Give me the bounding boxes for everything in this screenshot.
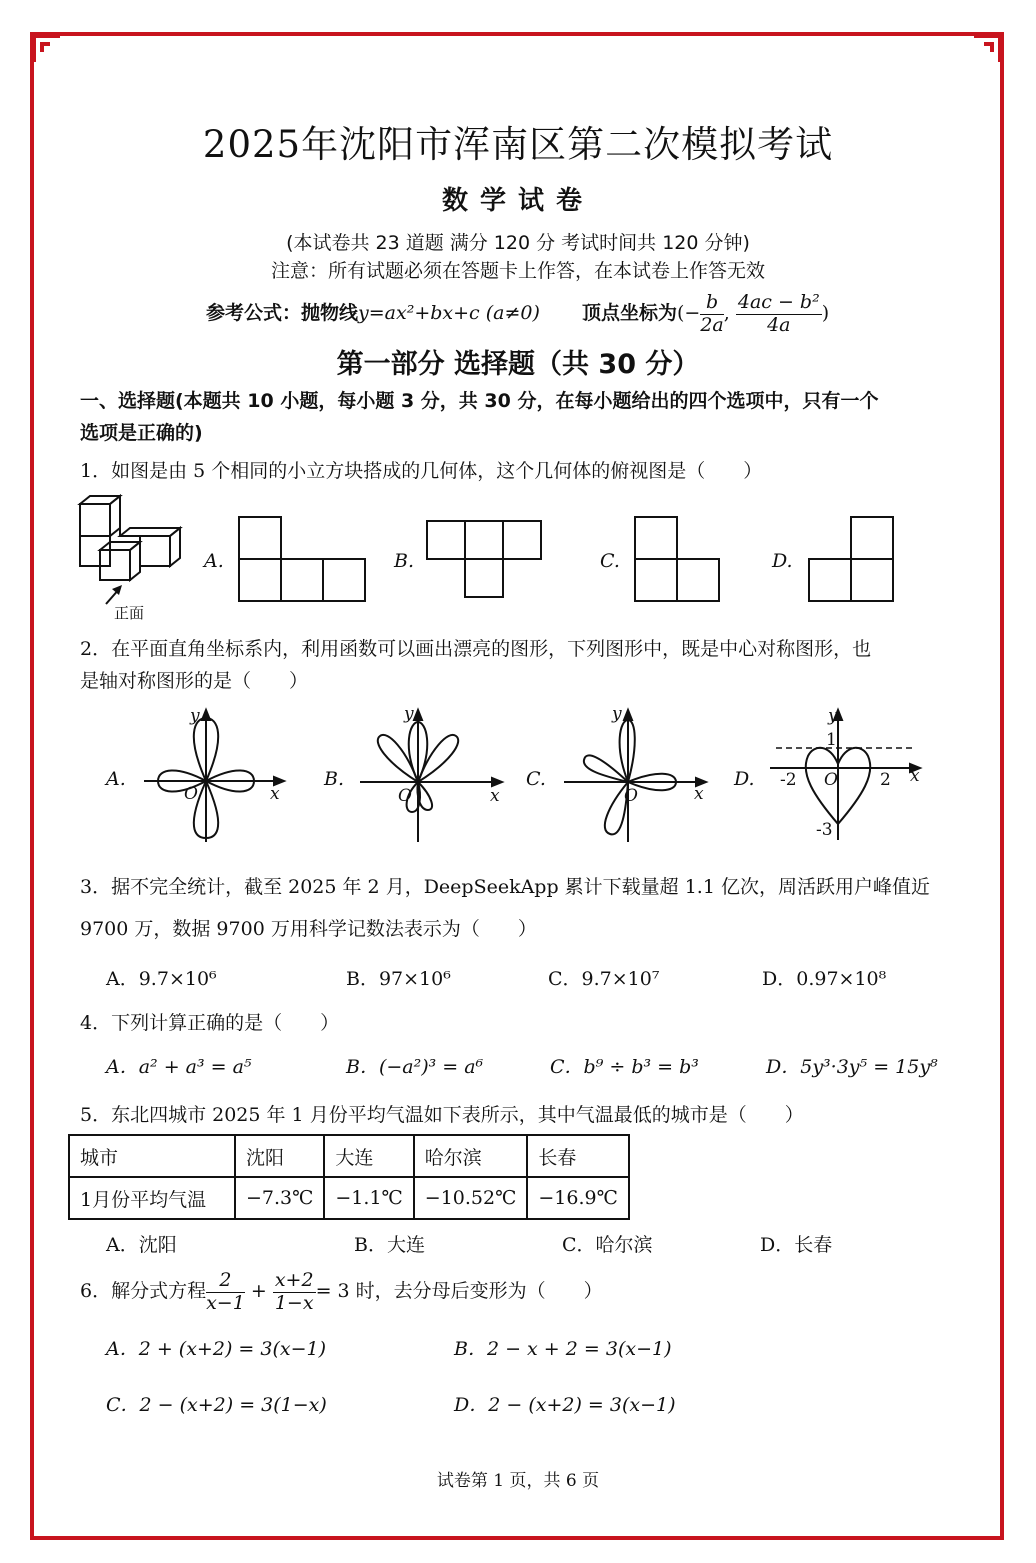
q2-d-label-1: 1 bbox=[826, 730, 837, 750]
exam-title: 2025年沈阳市浑南区第二次模拟考试 bbox=[202, 123, 834, 166]
q2-d-x-label: x bbox=[910, 766, 920, 786]
vertex-fraction-1: $\frac{b}{2a}$ bbox=[700, 290, 724, 336]
table-cell: −1.1℃ bbox=[324, 1177, 413, 1219]
q3-option-c[interactable]: C．9.7×10⁷ bbox=[548, 968, 660, 990]
q3-option-a[interactable]: A．9.7×10⁶ bbox=[106, 968, 217, 990]
table-cell: −16.9℃ bbox=[527, 1177, 628, 1219]
q6-option-c[interactable]: C．2 − (x+2) = 3(1−x) bbox=[106, 1394, 327, 1416]
q4-option-d[interactable]: D．5y³·3y⁵ = 15y⁸ bbox=[766, 1056, 938, 1078]
q6-suffix: = 3 时，去分母后变形为（ ） bbox=[315, 1280, 603, 1302]
q2-d-label-neg3: -3 bbox=[816, 820, 833, 840]
part-title: 第一部分 选择题（共 30 分） bbox=[336, 349, 700, 380]
q3-text-line-2: 9700 万，数据 9700 万用科学记数法表示为（ ） bbox=[80, 918, 537, 940]
table-row bbox=[69, 1135, 629, 1177]
table-row bbox=[69, 1177, 629, 1219]
q5-option-c[interactable]: C．哈尔滨 bbox=[562, 1234, 653, 1256]
q1-option-a-label[interactable]: A. bbox=[204, 550, 224, 572]
q6-option-a[interactable]: A．2 + (x+2) = 3(x−1) bbox=[106, 1338, 326, 1360]
q1-option-d-label[interactable]: D. bbox=[772, 550, 793, 572]
q2-c-x-label: x bbox=[694, 784, 704, 804]
q3-text-line-1: 3．据不完全统计，截至 2025 年 2 月，DeepSeekApp 累计下载量超 1.1 亿次，周活跃用户峰值近 bbox=[80, 876, 930, 898]
q2-b-y-label: y bbox=[404, 704, 414, 724]
q1-option-c-figure[interactable] bbox=[634, 516, 722, 602]
q1-text: 1．如图是由 5 个相同的小立方块搭成的几何体，这个几何体的俯视图是（ ） bbox=[80, 460, 763, 482]
q4-option-c[interactable]: C．b⁹ ÷ b³ = b³ bbox=[550, 1056, 699, 1078]
q2-option-b-label[interactable]: B. bbox=[324, 768, 345, 790]
q5-text: 5．东北四城市 2025 年 1 月份平均气温如下表所示，其中气温最低的城市是（ ） bbox=[80, 1104, 804, 1126]
q6-prefix: 6．解分式方程 bbox=[80, 1280, 207, 1302]
exam-subtitle: 数学试卷 bbox=[441, 186, 594, 216]
exam-info: (本试卷共 23 道题 满分 120 分 考试时间共 120 分钟) bbox=[286, 232, 750, 254]
q2-option-c-figure[interactable] bbox=[560, 706, 710, 846]
q2-option-a-figure[interactable] bbox=[138, 706, 288, 846]
q5-option-d[interactable]: D．长春 bbox=[760, 1234, 833, 1256]
q5-option-b[interactable]: B．大连 bbox=[354, 1234, 425, 1256]
q2-option-b-figure[interactable] bbox=[356, 706, 506, 846]
corner-ornament-tl bbox=[28, 30, 62, 64]
q6-option-b[interactable]: B．2 − x + 2 = 3(x−1) bbox=[454, 1338, 672, 1360]
q1-option-c-label[interactable]: C. bbox=[600, 550, 620, 572]
q6-option-d[interactable]: D．2 − (x+2) = 3(x−1) bbox=[454, 1394, 676, 1416]
reference-formula: 参考公式：抛物线y=ax²+bx+c (a≠0) 顶点坐标为(− $\frac{b}{2a}$ , $\frac{\text{4ac − b²}}{4a}$ ) bbox=[206, 290, 830, 336]
exam-notice: 注意：所有试题必须在答题卡上作答，在本试卷上作答无效 bbox=[270, 260, 765, 282]
q2-a-x-label: x bbox=[270, 784, 280, 804]
table-header-cell: 城市 bbox=[69, 1135, 235, 1177]
q1-option-a-figure[interactable] bbox=[238, 516, 368, 602]
corner-ornament-tr bbox=[972, 30, 1006, 64]
q1-cube-solid-figure bbox=[78, 494, 188, 584]
table-header-cell: 大连 bbox=[324, 1135, 413, 1177]
table-cell: −7.3℃ bbox=[235, 1177, 324, 1219]
q4-text: 4．下列计算正确的是（ ） bbox=[80, 1012, 340, 1034]
q1-option-b-label[interactable]: B. bbox=[394, 550, 415, 572]
front-label: 正面 bbox=[114, 604, 145, 622]
q2-c-origin: O bbox=[624, 786, 638, 806]
q2-text-line-2: 是轴对称图形的是（ ） bbox=[80, 670, 309, 692]
q1-option-d-figure[interactable] bbox=[808, 516, 896, 602]
q2-text-line-1: 2．在平面直角坐标系内，利用函数可以画出漂亮的图形，下列图形中，既是中心对称图形，也 bbox=[80, 638, 872, 660]
vertex-fraction-2: $\frac{\text{4ac − b²}}{4a}$ bbox=[737, 290, 820, 336]
table-header-cell: 沈阳 bbox=[235, 1135, 324, 1177]
q6-fraction-2: $\frac{x+2}{1-x}$ bbox=[274, 1268, 314, 1314]
q2-b-x-label: x bbox=[490, 786, 500, 806]
table-cell: −10.52℃ bbox=[414, 1177, 528, 1219]
table-cell: 1月份平均气温 bbox=[69, 1177, 235, 1219]
q6-text: 6．解分式方程 $\frac{2}{x-1}$ + $\frac{x+2}{1-x}$ = 3 时，去分母后变形为（ ） bbox=[80, 1268, 603, 1314]
temperature-table bbox=[68, 1134, 630, 1220]
q2-d-label-2: 2 bbox=[880, 770, 891, 790]
table-header-cell: 哈尔滨 bbox=[414, 1135, 528, 1177]
q3-option-d[interactable]: D．0.97×10⁸ bbox=[762, 968, 887, 990]
q4-option-a[interactable]: A．a² + a³ = a⁵ bbox=[106, 1056, 252, 1078]
q2-a-y-label: y bbox=[190, 706, 200, 726]
q2-b-origin: O bbox=[398, 786, 412, 806]
q1-option-b-figure[interactable] bbox=[426, 520, 544, 598]
q2-c-y-label: y bbox=[612, 704, 622, 724]
q2-d-label-neg2: -2 bbox=[780, 770, 797, 790]
q2-option-a-label[interactable]: A. bbox=[106, 768, 126, 790]
instruction-line-2: 选项是正确的) bbox=[80, 422, 203, 444]
q3-option-b[interactable]: B．97×10⁶ bbox=[346, 968, 451, 990]
q2-a-origin: O bbox=[184, 784, 198, 804]
table-header-cell: 长春 bbox=[527, 1135, 628, 1177]
q2-option-c-label[interactable]: C. bbox=[526, 768, 546, 790]
q6-fraction-1: $\frac{2}{x-1}$ bbox=[206, 1268, 245, 1314]
q2-d-origin: O bbox=[824, 770, 838, 790]
formula-parabola: y=ax²+bx+c (a≠0) bbox=[358, 302, 540, 324]
q2-d-y-label: y bbox=[828, 706, 838, 726]
vertex-label: 顶点坐标为 bbox=[581, 302, 677, 324]
q5-option-a[interactable]: A．沈阳 bbox=[106, 1234, 177, 1256]
page-footer: 试卷第 1 页，共 6 页 bbox=[436, 1471, 600, 1491]
q2-option-d-label[interactable]: D. bbox=[734, 768, 755, 790]
q4-option-b[interactable]: B．(−a²)³ = a⁶ bbox=[346, 1056, 484, 1078]
instruction-line-1: 一、选择题(本题共 10 小题，每小题 3 分，共 30 分，在每小题给出的四个选项中，只有一个 bbox=[80, 390, 879, 412]
formula-label: 参考公式：抛物线 bbox=[206, 302, 359, 324]
